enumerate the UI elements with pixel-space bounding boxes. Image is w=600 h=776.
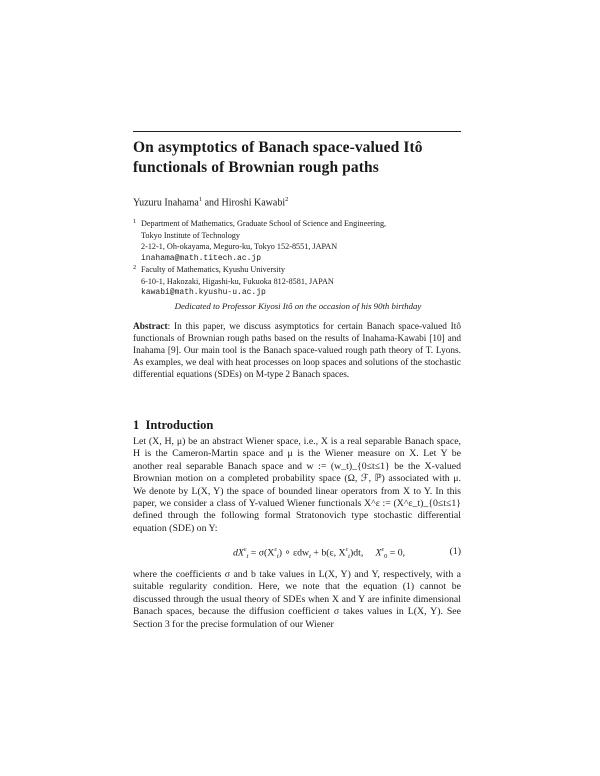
intro-paragraph-1: Let (X, H, μ) be an abstract Wiener space, i.e., X is a real separable Banach space, H is the Cameron-Martin space and μ is the Wiener measure on X. Let Y be another real separable Banach space and w := (w_t)_{0≤t≤1} be the X-valued Brownian motion on a completed probability space (Ω, ℱ, ℙ) associated with μ. We denote by L(X, Y) the space of bounded linear operators from X to Y. In this paper, we consider a class of Y-valued Wiener functionals X^ε := (X^ε_t)_{0≤t≤1} defined through the following formal Stratonovich type stochastic differential equation (SDE) on Y: bbox=[133, 436, 461, 534]
equation-number: (1) bbox=[449, 546, 461, 557]
affiliation-1-mark: 1 bbox=[133, 218, 137, 225]
author-connector: and bbox=[202, 197, 222, 209]
affiliation-1 bbox=[133, 218, 463, 264]
section-title: Introduction bbox=[145, 418, 214, 432]
affiliation-2-email[interactable]: kawabi@math.kyushu-u.ac.jp bbox=[141, 288, 266, 297]
author-kawabi-mark: 2 bbox=[285, 196, 289, 203]
affiliation-2 bbox=[133, 264, 463, 299]
eq-rhs3: + b(ε, X bbox=[310, 547, 346, 559]
affiliation-1-line2: Tokyo Institute of Technology bbox=[141, 230, 240, 240]
eq-rhs4: )dt, bbox=[349, 547, 364, 559]
affiliation-1-line3: 2-12-1, Oh-okayama, Meguro-ku, Tokyo 152-8551, JAPAN bbox=[141, 242, 338, 251]
equation-body: $dX^\varepsilon_t = \sigma(X^\varepsilon_t)$ ∘ εdw$_t$ + b(ε, $X^\varepsilon_t)dt$, $X^\varepsilon_0 = 0$, bbox=[233, 546, 406, 561]
abstract-label: Abstract bbox=[133, 322, 168, 332]
author-kawabi: Hiroshi Kawabi bbox=[221, 197, 286, 209]
section-number: 1 bbox=[133, 418, 140, 432]
eq-init: X bbox=[375, 547, 382, 559]
intro-paragraph-2: where the coefficients σ and b take values in L(X, Y) and Y, respectively, with a suitable regularity condition. Here, we note that the equation (1) cannot be discussed through the usual theory of SDEs when X and Y are infinite dimensional Banach spaces, because the diffusion coefficient σ takes values in L(X, Y). See Section 3 for the precise formulation of our Wiener bbox=[133, 569, 461, 630]
eq-init-rhs: = 0, bbox=[387, 547, 406, 559]
title-rule bbox=[133, 131, 461, 132]
eq-rhs2: ) ∘ εdw bbox=[278, 547, 310, 559]
affiliation-2-line2: 6-10-1, Hakozaki, Higashi-ku, Fukuoka 812-8581, JAPAN bbox=[141, 276, 334, 286]
affiliation-2-mark: 2 bbox=[133, 264, 137, 271]
section-heading-introduction bbox=[133, 418, 463, 433]
affiliation-1-email[interactable]: inahama@math.titech.ac.jp bbox=[141, 253, 262, 263]
paper-title: On asymptotics of Banach space-valued Itô functionals of Brownian rough paths bbox=[133, 139, 423, 176]
abstract-text: : In this paper, we discuss asymptotics for certain Banach space-valued Itô functionals of Brownian rough paths based on the results of Inahama-Kawabi [10] and Inahama [9]. Our main tool is the Banach space-valued rough path theory of T. Lyons. As examples, we deal with heat processes on loop spaces and solutions of the stochastic differential equations (SDEs) on M-type 2 Banach spaces. bbox=[133, 322, 461, 380]
eq-lhs: dX bbox=[233, 547, 244, 559]
equation-1 bbox=[133, 546, 461, 560]
affiliation-2-line1: Faculty of Mathematics, Kyushu University bbox=[141, 265, 285, 274]
eq-rhs1: = σ(X bbox=[248, 547, 275, 559]
abstract bbox=[133, 322, 461, 382]
author-inahama: Yuzuru Inahama bbox=[133, 197, 199, 209]
dedication: Dedicated to Professor Kiyosi Itô on the occasion of his 90th birthday bbox=[174, 301, 422, 311]
author-line bbox=[133, 196, 463, 208]
author-inahama-mark: 1 bbox=[198, 196, 203, 203]
affiliation-1-line1: Department of Mathematics, Graduate School of Science and Engineering, bbox=[141, 219, 387, 228]
